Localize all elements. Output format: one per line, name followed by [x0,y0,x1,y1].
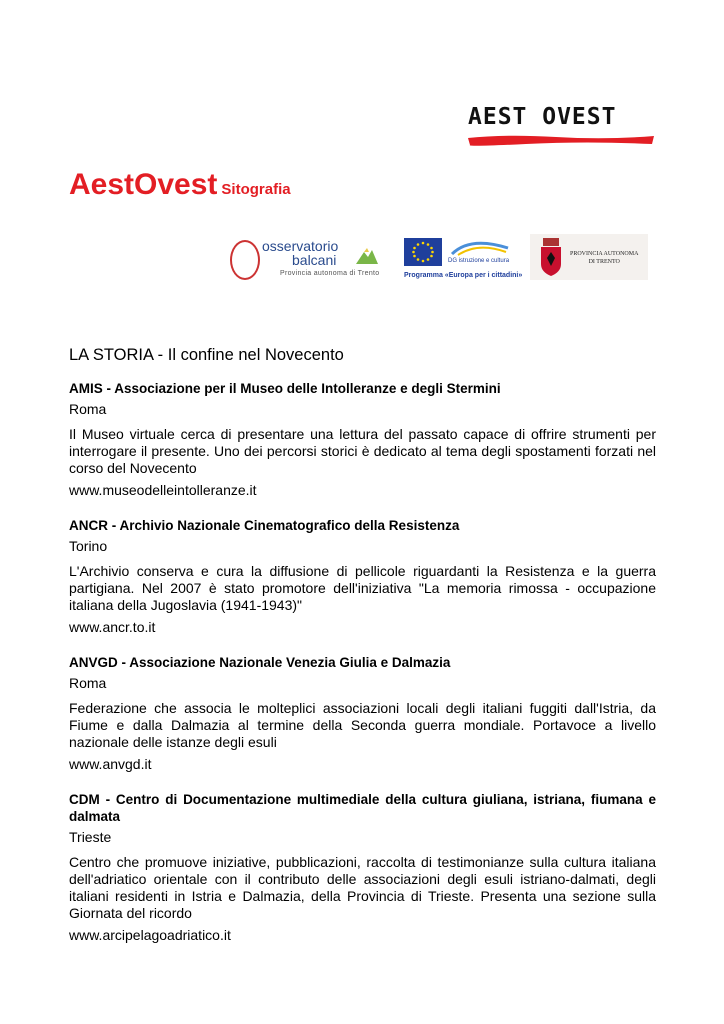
entry-city: Roma [69,401,107,417]
entry-description: Centro che promuove iniziative, pubblicazioni, raccolta di testimonianze sulla cultura italiana dell'adriatico orientale con il contributo delle associazioni degli esuli istriano-dalmati, degli italiani residenti in Istria e Dalmazia, della Provincia di Trieste. Presenta una sezione sulla Giornata del ricordo [69,854,656,921]
entry-url[interactable]: www.ancr.to.it [69,619,156,635]
title-sub: Sitografia [221,181,291,198]
dg-label: DG istruzione e cultura [448,258,510,264]
entry-name: CDM - Centro di Documentazione multimediale della cultura giuliana, istriana, fiumana e dalmata [69,792,656,824]
entry-name: ANCR - Archivio Nazionale Cinematografico della Resistenza [69,518,460,533]
trento-crest-icon [540,238,562,276]
eu-programme-logo [404,236,524,284]
partner-logos [228,232,658,284]
osservatorio-line3: Provincia autonoma di Trento [280,270,380,277]
entry-city: Torino [69,538,108,554]
entry-url[interactable]: www.arcipelagoadriatico.it [69,927,231,943]
entry-description: Federazione che associa le molteplici associazioni locali degli italiani fuggiti dall'Istria, da Fiume e dalla Dalmazia al termine della Seconda guerra mondiale. Portavoce a livello nazionale delle istanze degli esuli [69,700,656,750]
mountain-icon [356,246,378,264]
brush-stroke-underline [466,132,656,148]
province-text [570,250,638,266]
eu-flag-icon [404,238,442,266]
programme-label: Programma «Europa per i cittadini» [404,272,523,279]
osservatorio-balcani-logo [228,236,388,282]
entry-description: L'Archivio conserva e cura la diffusione di pellicole riguardanti la Resistenza e la guerra partigiana. Nel 2007 è stato promotore dell'iniziativa "La memoria rimossa - occupazione italiana della Jugoslavia (1941-1943)" [69,563,656,613]
entry-url[interactable]: www.anvgd.it [69,756,152,772]
entry-cdm [69,791,656,944]
section-title: LA STORIA - Il confine nel Novecento [69,346,344,364]
province-text-line1: PROVINCIA AUTONOMA [570,251,639,257]
entry-ancr [69,517,656,636]
osservatorio-line2: balcani [292,252,337,268]
entry-name: ANVGD - Associazione Nazionale Venezia Giulia e Dalmazia [69,655,451,670]
title-main: AestOvest [69,168,218,201]
entry-description: Il Museo virtuale cerca di presentare una lettura del passato capace di offrire strumenti per interrogare il presente. Uno dei percorsi storici è dedicato al tema degli spostamenti forzati nel corso del Novecento [69,426,656,476]
document-body [69,346,656,962]
entry-amis [69,380,656,499]
brand-logo-text: AEST OVEST [468,104,617,130]
entry-anvgd [69,654,656,773]
entry-city: Roma [69,675,107,691]
entry-city: Trieste [69,829,112,845]
page-title [69,168,291,202]
osservatorio-line1: osservatorio [262,238,339,254]
entry-url[interactable]: www.museodelleintolleranze.it [69,482,257,498]
aestovest-logo [466,104,656,154]
entry-name: AMIS - Associazione per il Museo delle Intolleranze e degli Stermini [69,381,501,396]
province-text-line2: DI TRENTO [588,259,620,265]
osservatorio-circle-icon [230,240,260,280]
provincia-trento-logo [530,234,648,280]
dg-swoosh-icon [450,238,510,256]
